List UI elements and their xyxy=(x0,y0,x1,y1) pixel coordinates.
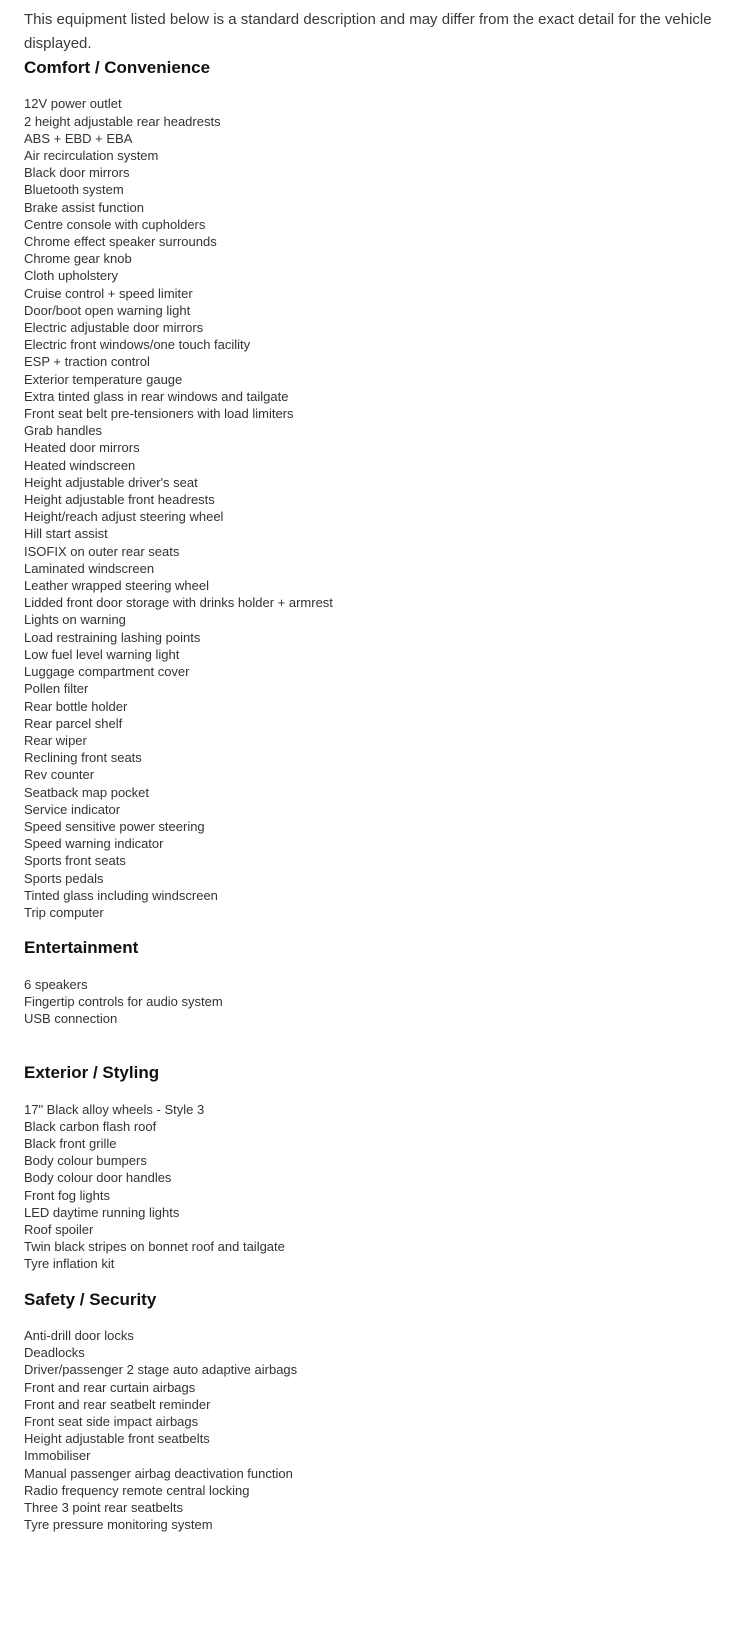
section-heading: Entertainment xyxy=(24,938,139,958)
list-item: Rear parcel shelf xyxy=(24,715,123,731)
section-items xyxy=(24,976,714,1028)
list-item: Anti-drill door locks xyxy=(24,1327,134,1343)
list-item: Cruise control + speed limiter xyxy=(24,285,193,301)
list-item: Rear wiper xyxy=(24,732,87,748)
list-item: Extra tinted glass in rear windows and tailgate xyxy=(24,388,289,404)
list-item: Rev counter xyxy=(24,767,95,783)
list-item: LED daytime running lights xyxy=(24,1204,180,1220)
list-item: Heated door mirrors xyxy=(24,440,140,456)
list-item: Speed warning indicator xyxy=(24,836,164,852)
list-item: Cloth upholstery xyxy=(24,268,118,284)
list-item: Exterior temperature gauge xyxy=(24,371,183,387)
list-item: Manual passenger airbag deactivation function xyxy=(24,1465,293,1481)
list-item: Sports front seats xyxy=(24,853,126,869)
list-item: ISOFIX on outer rear seats xyxy=(24,543,180,559)
list-item: Electric front windows/one touch facility xyxy=(24,337,251,353)
list-item: Tyre pressure monitoring system xyxy=(24,1517,213,1533)
list-item: Service indicator xyxy=(24,801,121,817)
list-item: Trip computer xyxy=(24,904,104,920)
list-item: Luggage compartment cover xyxy=(24,664,190,680)
list-item: Grab handles xyxy=(24,423,103,439)
list-item: Load restraining lashing points xyxy=(24,629,201,645)
list-item: Heated windscreen xyxy=(24,457,136,473)
list-item: Fingertip controls for audio system xyxy=(24,993,223,1009)
list-item: Laminated windscreen xyxy=(24,560,155,576)
list-item: Centre console with cupholders xyxy=(24,216,206,232)
list-item: Low fuel level warning light xyxy=(24,646,180,662)
list-item: 17" Black alloy wheels - Style 3 xyxy=(24,1101,205,1117)
list-item: ESP + traction control xyxy=(24,354,150,370)
intro-text: This equipment listed below is a standard description and may differ from the exact detail for the vehicle displayed. xyxy=(24,11,712,52)
list-item: Leather wrapped steering wheel xyxy=(24,578,210,594)
list-item: Door/boot open warning light xyxy=(24,302,191,318)
list-item: Pollen filter xyxy=(24,681,89,697)
section-items xyxy=(24,1101,714,1273)
list-item: Body colour bumpers xyxy=(24,1153,147,1169)
list-item: Height adjustable front seatbelts xyxy=(24,1431,210,1447)
list-item: Lights on warning xyxy=(24,612,126,628)
list-item: Front seat belt pre-tensioners with load limiters xyxy=(24,406,294,422)
list-item: Front fog lights xyxy=(24,1187,110,1203)
list-item: USB connection xyxy=(24,1010,118,1026)
section-items xyxy=(24,1327,714,1533)
list-item: Chrome effect speaker surrounds xyxy=(24,234,217,250)
list-item: Driver/passenger 2 stage auto adaptive airbags xyxy=(24,1362,298,1378)
section-heading: Safety / Security xyxy=(24,1289,157,1309)
list-item: Immobiliser xyxy=(24,1448,91,1464)
equipment-list xyxy=(24,8,714,1548)
list-item: 12V power outlet xyxy=(24,96,122,112)
section-heading: Comfort / Convenience xyxy=(24,58,211,77)
list-item: Front seat side impact airbags xyxy=(24,1413,199,1429)
list-item: Black door mirrors xyxy=(24,165,130,181)
list-item: Brake assist function xyxy=(24,199,144,215)
list-item: Height adjustable front headrests xyxy=(24,492,215,508)
list-item: Air recirculation system xyxy=(24,148,159,163)
list-item: Hill start assist xyxy=(24,526,108,542)
list-item: Twin black stripes on bonnet roof and tailgate xyxy=(24,1239,285,1255)
list-item: Front and rear curtain airbags xyxy=(24,1379,196,1395)
list-item: 2 height adjustable rear headrests xyxy=(24,113,221,129)
list-item: Front and rear seatbelt reminder xyxy=(24,1396,211,1412)
list-item: Chrome gear knob xyxy=(24,251,132,267)
list-item: Deadlocks xyxy=(24,1345,85,1361)
list-item: Rear bottle holder xyxy=(24,698,128,714)
list-item: Lidded front door storage with drinks holder + armrest xyxy=(24,595,333,611)
section-heading: Exterior / Styling xyxy=(24,1063,160,1083)
list-item: Black front grille xyxy=(24,1135,117,1151)
list-item: Seatback map pocket xyxy=(24,784,150,800)
list-item: Roof spoiler xyxy=(24,1221,94,1237)
list-item: Bluetooth system xyxy=(24,182,124,198)
section-items xyxy=(24,95,714,921)
list-item: Electric adjustable door mirrors xyxy=(24,320,204,336)
list-item: Height/reach adjust steering wheel xyxy=(24,509,224,525)
list-item: ABS + EBD + EBA xyxy=(24,130,133,146)
list-item: 6 speakers xyxy=(24,976,88,992)
list-item: Black carbon flash roof xyxy=(24,1118,157,1134)
list-item: Radio frequency remote central locking xyxy=(24,1482,250,1498)
list-item: Three 3 point rear seatbelts xyxy=(24,1499,183,1515)
list-item: Tinted glass including windscreen xyxy=(24,887,218,903)
list-item: Sports pedals xyxy=(24,870,104,886)
list-item: Speed sensitive power steering xyxy=(24,818,205,834)
list-item: Reclining front seats xyxy=(24,750,142,766)
list-item: Tyre inflation kit xyxy=(24,1256,115,1272)
list-item: Height adjustable driver's seat xyxy=(24,474,198,490)
list-item: Body colour door handles xyxy=(24,1170,172,1186)
sections xyxy=(24,56,714,1533)
